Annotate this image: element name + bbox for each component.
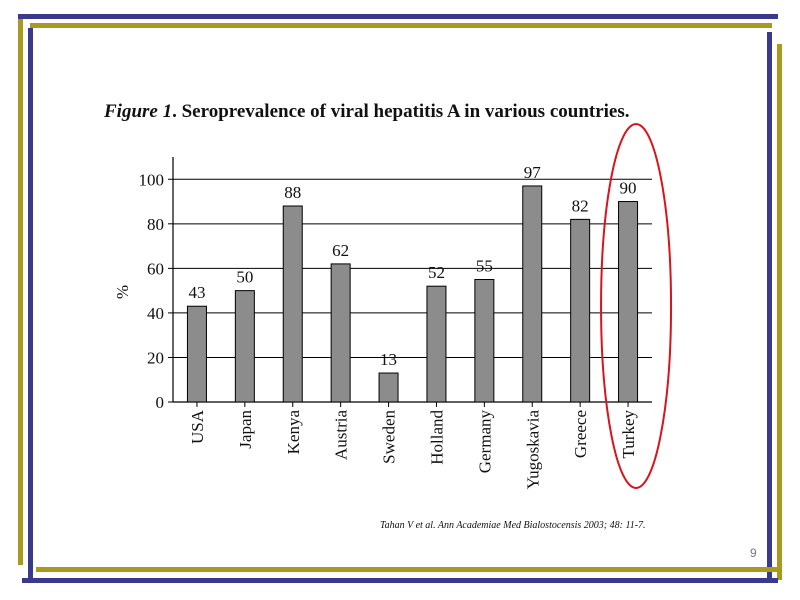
y-tick-label: 0 (155, 393, 164, 412)
data-label: 82 (571, 196, 589, 216)
bar (523, 186, 542, 402)
page-number: 9 (750, 546, 757, 560)
category-label: Greece (571, 410, 591, 459)
bar (619, 202, 638, 402)
y-tick-label: 60 (147, 259, 164, 279)
bar (283, 206, 302, 402)
bar (427, 286, 446, 402)
category-label: USA (187, 410, 207, 445)
category-label: Turkey (619, 410, 639, 459)
category-label: Yugoskavia (523, 410, 543, 490)
data-label: 62 (332, 240, 350, 260)
y-axis-label: % (113, 284, 132, 300)
y-tick-label: 40 (147, 303, 164, 323)
y-tick-label: 100 (138, 170, 164, 190)
bar (379, 373, 398, 402)
data-label: 90 (619, 178, 637, 198)
data-label: 97 (523, 162, 541, 182)
figure-label: Figure 1 (104, 101, 173, 122)
y-tick-label: 80 (147, 214, 164, 234)
data-label: 50 (236, 267, 254, 287)
bar (187, 306, 206, 402)
data-label: 55 (475, 256, 493, 276)
figure-title-text: . Seroprevalence of viral hepatitis A in various countries. (172, 101, 630, 122)
bar (235, 291, 254, 402)
data-label: 52 (427, 263, 445, 283)
data-label: 13 (380, 350, 398, 370)
category-label: Austria (331, 410, 351, 461)
bar (331, 264, 350, 402)
y-tick-label: 20 (147, 348, 164, 368)
category-label: Germany (475, 410, 495, 474)
category-label: Japan (235, 410, 255, 449)
data-label: 88 (284, 183, 302, 202)
data-label: 43 (188, 283, 206, 303)
bar (571, 219, 590, 402)
bar (475, 280, 494, 403)
citation: Tahan V et al. Ann Academiae Med Bialostocensis 2003; 48: 11-7. (380, 520, 646, 531)
category-label: Holland (427, 410, 447, 465)
category-label: Sweden (379, 410, 399, 464)
category-label: Kenya (283, 410, 303, 455)
